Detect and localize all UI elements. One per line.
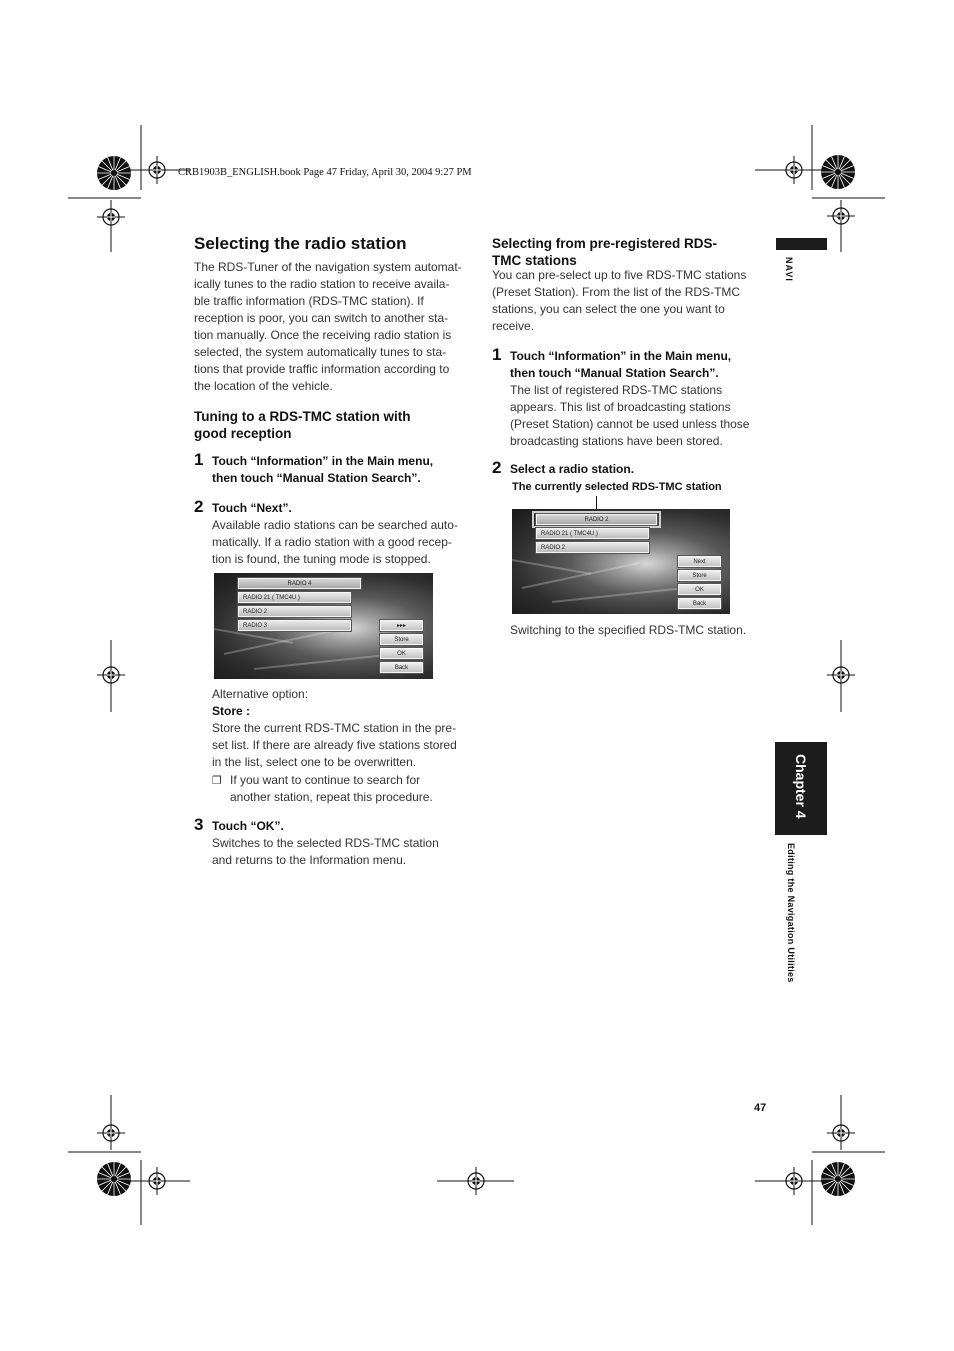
step2-block: Touch “Next”. Available radio stations can be searched auto- matically. If a radio station with a good recep- tion is found, the tuning mode is stopped. [212,501,458,566]
section-title: Selecting the radio station [194,234,407,253]
step-number: 2 [492,458,502,477]
ok-button[interactable]: OK [678,584,721,595]
step3-block: Touch “OK”. Switches to the selected RDS-TMC station and returns to the Information menu. [212,819,439,867]
ok-button[interactable]: OK [380,648,423,659]
station-search-screen [214,573,433,679]
figure-caption: The currently selected RDS-TMC station [512,481,722,493]
right-step1-block: Touch “Information” in the Main menu, then touch “Manual Station Search”. The list of registered RDS-TMC stations appears. This list of broadcasting stations (Preset Station) cannot be used unless those broadcasting stations have been stored. [510,349,750,448]
navi-tab-bar [776,238,827,250]
subheading-tuning: Tuning to a RDS-TMC station with good reception [194,409,411,441]
back-button[interactable]: Back [678,598,721,609]
preset-list-screen [512,509,730,614]
station-row[interactable]: RADIO 2 [536,514,657,525]
alternative-option-block: Alternative option: Store : Store the current RDS-TMC station in the pre- set list. If there are already five stations stored in the list, select one to be overwritten. [212,687,457,769]
station-row[interactable]: RADIO 2 [536,542,649,553]
book-info-header: CRB1903B_ENGLISH.book Page 47 Friday, April 30, 2004 9:27 PM [178,167,472,178]
subheading-preset: Selecting from pre-registered RDS- TMC stations [492,236,718,268]
step-number: 2 [194,497,204,516]
back-button[interactable]: Back [380,662,423,673]
station-row[interactable]: RADIO 3 [238,620,351,631]
checkbox-bullet-icon: ❐ [212,775,222,787]
step-number: 1 [492,345,502,364]
page-number: 47 [754,1102,767,1114]
step1-text: Touch “Information” in the Main menu, then touch “Manual Station Search”. [212,454,434,485]
step-number: 3 [194,815,204,834]
switching-note: Switching to the specified RDS-TMC station. [510,623,747,637]
section-side-label: Editing the Navigation Utilities [786,843,796,983]
store-button[interactable]: Store [678,570,721,581]
step-number: 1 [194,450,204,469]
intro-paragraph: The RDS-Tuner of the navigation system automat- ically tunes to the radio station to receive availa- ble traffic information (RDS-TMC station). If reception is poor, you can switch to another sta- tion manually. Once the receiving radio station is selected, the system automatically tunes to sta- tions that provide traffic information according to the location of the vehicle. [194,260,462,393]
station-row[interactable]: RADIO 2 [238,606,351,617]
store-button[interactable]: Store [380,634,423,645]
next-button[interactable]: Next [678,556,721,567]
chapter-label: Chapter 4 [793,754,809,819]
station-row[interactable]: RADIO 21 ( TMC4U ) [238,592,351,603]
bullet-note: If you want to continue to search for another station, repeat this procedure. [230,773,433,804]
navi-label: NAVI [784,257,794,282]
search-next-button[interactable]: ▸▸▸ [380,620,423,631]
right-step2-title: Select a radio station. [510,462,635,476]
preset-intro: You can pre-select up to five RDS-TMC stations (Preset Station). From the list of the RDS-TMC stations, you can select the one you want to receive. [492,268,747,333]
chapter-tab [775,742,827,835]
station-row[interactable]: RADIO 21 ( TMC4U ) [536,528,649,539]
station-row[interactable]: RADIO 4 [238,578,361,589]
